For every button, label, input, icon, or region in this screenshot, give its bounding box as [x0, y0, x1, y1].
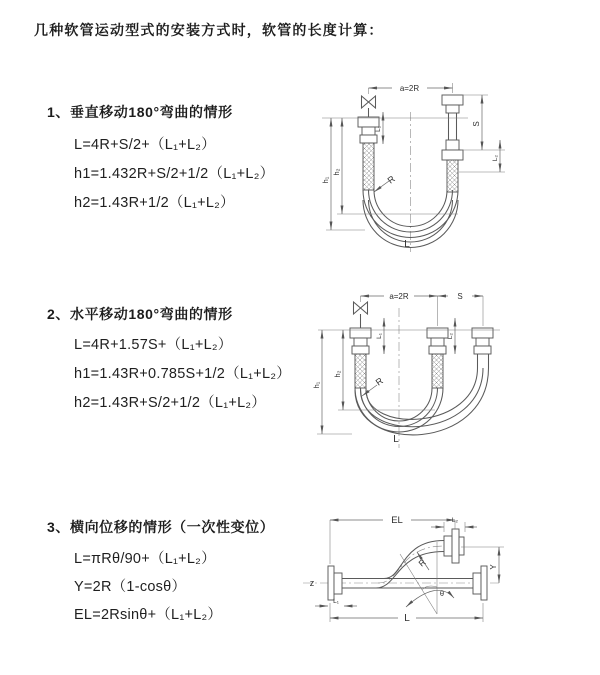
- dim-label-y: Y: [489, 564, 498, 570]
- pipe-break-symbol: z: [309, 578, 315, 588]
- diagram-horizontal-180-bend: [310, 282, 600, 454]
- hose-geometry: [328, 529, 487, 600]
- dim-label-s: S: [472, 121, 481, 127]
- formula: L=4R+1.57S+（L₁+L₂）: [74, 337, 233, 353]
- angle-theta-label: θ: [439, 589, 445, 598]
- page-title: 几种软管运动型式的安装方式时，软管的长度计算：: [34, 22, 384, 38]
- diagram-lateral-displacement: [300, 505, 600, 650]
- radius-label: R: [385, 173, 397, 186]
- dimension-lines: [315, 520, 504, 622]
- dim-label-h1: h₁: [321, 176, 330, 184]
- braided-hose-section: [363, 143, 374, 190]
- section-1-heading: 1、垂直移动180°弯曲的情形: [47, 104, 233, 120]
- formula: Y=2R（1-cosθ）: [74, 579, 187, 595]
- dimension-labels: [321, 84, 499, 250]
- length-label: L: [393, 434, 399, 445]
- section-2-heading: 2、水平移动180°弯曲的情形: [47, 306, 233, 322]
- radius-label: R: [416, 556, 428, 569]
- diagram-vertical-180-bend: [310, 70, 600, 266]
- radius-label: R: [373, 375, 385, 388]
- dim-label-el: EL: [391, 515, 403, 526]
- section-3-heading: 3、横向位移的情形（一次性变位）: [47, 519, 275, 535]
- formula: h1=1.432R+S/2+1/2（L₁+L₂）: [74, 166, 275, 182]
- formula: h2=1.43R+1/2（L₁+L₂）: [74, 195, 235, 211]
- formula: EL=2Rsinθ+（L₁+L₂）: [74, 607, 223, 623]
- valve-icon: [362, 96, 376, 108]
- dim-label-a2r: a=2R: [389, 292, 409, 301]
- braided-hose-section: [432, 354, 443, 388]
- braided-hose-section: [447, 160, 458, 192]
- dimension-labels: [310, 515, 498, 624]
- length-label: L: [404, 239, 410, 250]
- dim-label-h2: h₂: [332, 168, 341, 176]
- formula: h1=1.43R+0.785S+1/2（L₁+L₂）: [74, 366, 291, 382]
- dim-label-l1: L₁: [333, 598, 339, 605]
- dim-label-l1: L₁: [375, 126, 382, 132]
- length-label: L: [404, 613, 410, 624]
- dim-label-h2: h₂: [333, 370, 342, 378]
- dim-label-l2: L₂: [451, 517, 459, 524]
- formula: L=πRθ/90+（L₁+L₂）: [74, 551, 216, 567]
- formula: L=4R+S/2+（L₁+L₂）: [74, 137, 216, 153]
- dim-label-l1: L₁: [376, 333, 383, 339]
- dim-label-a2r: a=2R: [399, 84, 420, 93]
- formula: h2=1.43R+S/2+1/2（L₁+L₂）: [74, 395, 267, 411]
- valve-icon: [354, 302, 368, 314]
- hose-geometry: [350, 302, 493, 435]
- dim-label-l2: L₂: [492, 154, 499, 162]
- braided-hose-section: [355, 354, 366, 388]
- dimension-lines: [322, 83, 505, 230]
- dim-label-s: S: [457, 292, 463, 301]
- dim-label-h1: h₁: [312, 381, 321, 389]
- dimension-lines: [317, 296, 500, 434]
- dim-label-l2: L₂: [447, 332, 454, 340]
